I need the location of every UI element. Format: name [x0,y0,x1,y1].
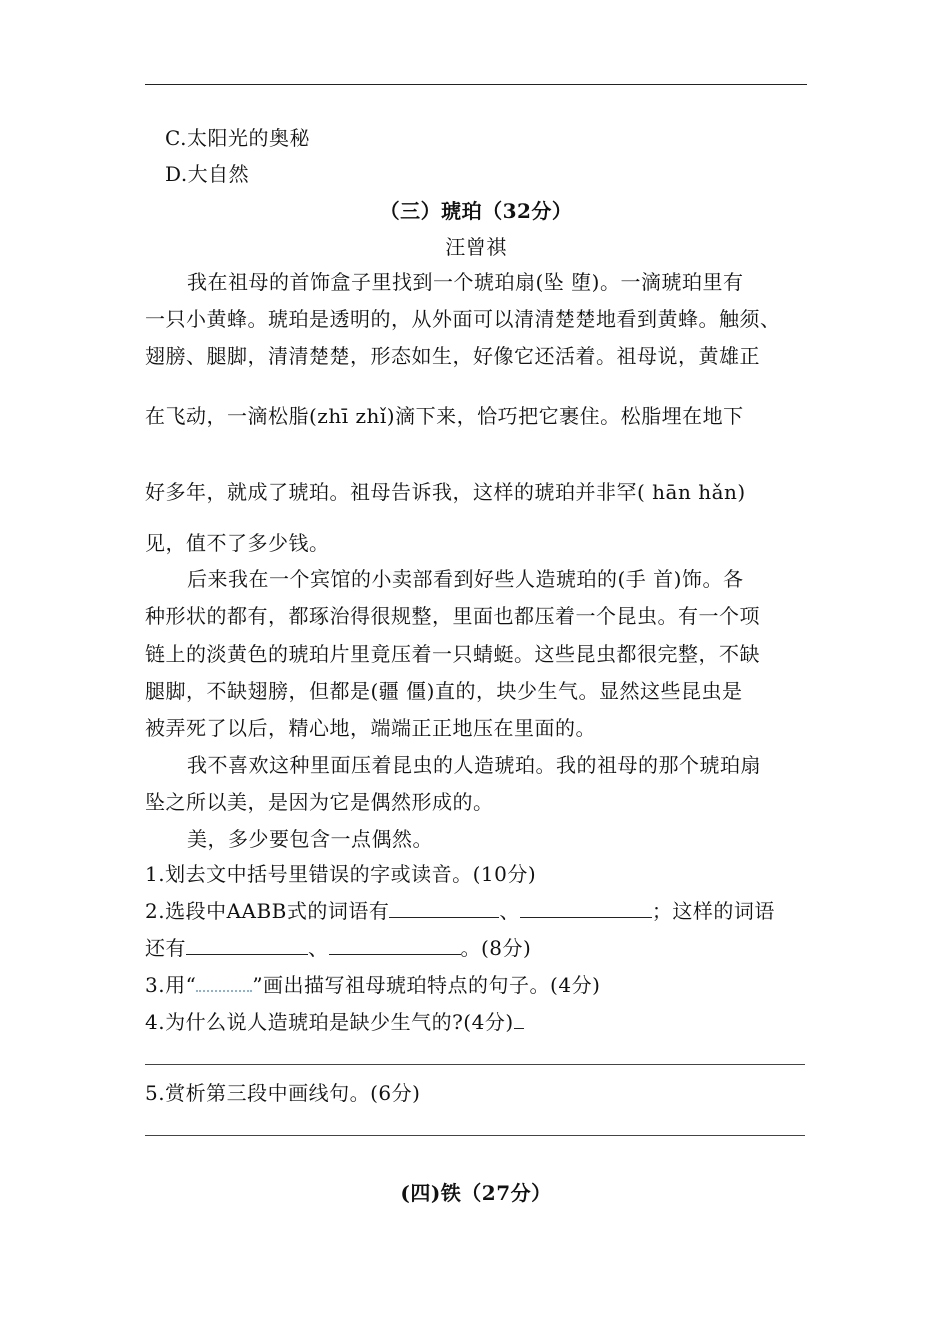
p1-line-3: 翅膀、腿脚，清清楚楚，形态如生，好像它还活着。祖母说，黄雄正 [145,344,760,368]
answer-blank-1[interactable] [389,899,499,918]
p1-line-2: 一只小黄蜂。琥珀是透明的，从外面可以清清楚楚地看到黄蜂。触须、 [145,307,781,331]
answer-blank-5[interactable] [514,1010,524,1029]
wavy-line-mark [196,972,252,992]
answer-blank-3[interactable] [186,936,308,955]
p3-line-1: 我不喜欢这种里面压着昆虫的人造琥珀。我的祖母的那个琥珀扇 [187,753,761,777]
p1-line-6: 见，值不了多少钱。 [145,531,330,555]
separator-2: 、 [308,936,329,960]
question-2-prefix: 还有 [145,936,186,960]
p2-line-5: 被弄死了以后，精心地，端端正正地压在里面的。 [145,716,596,740]
p3-line-2: 坠之所以美，是因为它是偶然形成的。 [145,790,494,814]
p1-line-4: 在飞动，一滴松脂(zhī zhǐ)滴下来，恰巧把它裹住。松脂埋在地下 [145,404,744,428]
author: 汪曾祺 [445,235,507,259]
option-c: C.太阳光的奥秘 [165,126,310,150]
section4-title: (四)铁（27分） [400,1181,552,1205]
section3-title: （三）琥珀（32分） [379,199,573,223]
question-2-tail: ；这样的词语 [651,899,775,923]
question-2-score: 。(8分) [460,936,532,960]
question-2-line-2 [145,934,531,962]
question-3-tail: ”画出描写祖母琥珀特点的句子。(4分) [252,973,601,997]
option-d: D.大自然 [165,162,250,186]
question-2-line-1 [145,897,775,925]
p2-line-3: 链上的淡黄色的琥珀片里竟压着一只蜻蜓。这些昆虫都很完整，不缺 [145,642,760,666]
question-1: 1.划去文中括号里错误的字或读音。(10分) [145,862,537,886]
question-4 [145,1008,524,1036]
question-5: 5.赏析第三段中画线句。(6分) [145,1081,421,1105]
question-4-text: 4.为什么说人造琥珀是缺少生气的?(4分) [145,1010,514,1034]
header-rule [145,84,807,85]
p2-line-2: 种形状的都有，都琢治得很规整，里面也都压着一个昆虫。有一个项 [145,604,760,628]
answer-blank-4[interactable] [329,936,461,955]
p1-line-1: 我在祖母的首饰盒子里找到一个琥珀扇(坠 堕)。一滴琥珀里有 [187,270,744,294]
separator-1: 、 [499,899,520,923]
question-3-text: 3.用“ [145,973,197,997]
answer-line-q5[interactable] [145,1135,805,1136]
p4-line: 美，多少要包含一点偶然。 [187,827,433,851]
question-2-text: 2.选段中AABB式的词语有 [145,899,390,923]
p1-line-5: 好多年，就成了琥珀。祖母告诉我，这样的琥珀并非罕( hān hǎn) [145,480,746,504]
question-3 [145,971,600,999]
p2-line-4: 腿脚，不缺翅膀，但都是(疆 僵)直的，块少生气。显然这些昆虫是 [145,679,743,703]
answer-line-q4[interactable] [145,1064,805,1065]
answer-blank-2[interactable] [520,899,652,918]
p2-line-1: 后来我在一个宾馆的小卖部看到好些人造琥珀的(手 首)饰。各 [187,567,744,591]
